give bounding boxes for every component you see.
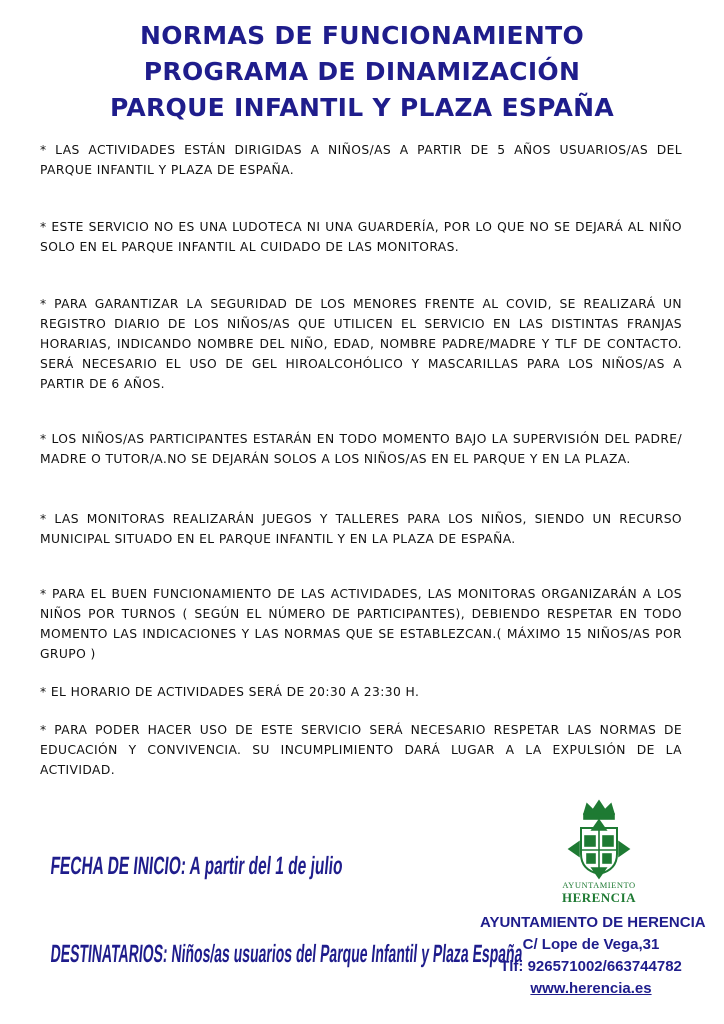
logo-caption: AYUNTAMIENTO: [562, 880, 636, 890]
rule-item: * LAS MONITORAS REALIZARÁN JUEGOS Y TALLERES PARA LOS NIÑOS, SIENDO UN RECURSO MUNICIPAL SITUADO EN EL PARQUE INFANTIL Y EN LA PLAZA DE ESPAÑA.: [40, 512, 682, 546]
contact-address: C/ Lope de Vega,31: [522, 936, 660, 953]
recipients: DESTINATARIOS: Niños/as usuarios del Parque Infantil y Plaza España: [49, 940, 524, 968]
contact-phone: Tlf: 926571002/663744782: [500, 958, 682, 975]
rule-item: * LOS NIÑOS/AS PARTICIPANTES ESTARÁN EN TODO MOMENTO BAJO LA SUPERVISIÓN DEL PADRE/ MADRE O TUTOR/A.NO SE DEJARÁN SOLOS A LOS NIÑOS/AS EN EL PARQUE Y EN LA PLAZA.: [40, 432, 682, 466]
title-line-2: PROGRAMA DE DINAMIZACIÓN: [143, 57, 581, 86]
document-title: [0, 18, 724, 126]
rule-item: * ESTE SERVICIO NO ES UNA LUDOTECA NI UNA GUARDERÍA, POR LO QUE NO SE DEJARÁ AL NIÑO SOLO EN EL PARQUE INFANTIL AL CUIDADO DE LAS MONITORAS.: [40, 220, 682, 254]
title-line-3: PARQUE INFANTIL Y PLAZA ESPAÑA: [110, 93, 614, 122]
rule-item: * PARA GARANTIZAR LA SEGURIDAD DE LOS MENORES FRENTE AL COVID, SE REALIZARÁ UN REGISTRO DIARIO DE LOS NIÑOS/AS QUE UTILICEN EL SERVICIO EN LAS DISTINTAS FRANJAS HORARIAS, INDICANDO NOMBRE DEL NIÑO, EDAD, NOMBRE PADRE/MADRE Y TLF DE CONTACTO. SERÁ NECESARIO EL USO DE GEL HIROALCOHÓLICO Y MASCARILLAS PARA LOS NIÑOS/AS A PARTIR DE 6 AÑOS.: [40, 297, 682, 391]
contact-name: AYUNTAMIENTO DE HERENCIA: [480, 914, 706, 931]
title-line-1: NORMAS DE FUNCIONAMIENTO: [139, 21, 585, 50]
rule-item: * EL HORARIO DE ACTIVIDADES SERÁ DE 20:30 A 23:30 H.: [40, 685, 420, 699]
start-date: FECHA DE INICIO: A partir del 1 de julio: [49, 852, 344, 880]
logo-name: HERENCIA: [561, 890, 637, 905]
rule-item: * PARA PODER HACER USO DE ESTE SERVICIO SERÁ NECESARIO RESPETAR LAS NORMAS DE EDUCACIÓN Y CONVIVENCIA. SU INCUMPLIMIENTO DARÁ LUGAR A LA EXPULSIÓN DE LA ACTIVIDAD.: [40, 723, 682, 777]
rule-item: * PARA EL BUEN FUNCIONAMIENTO DE LAS ACTIVIDADES, LAS MONITORAS ORGANIZARÁN A LOS NIÑOS POR TURNOS ( SEGÚN EL NÚMERO DE PARTICIPANTES), DEBIENDO RESPETAR EN TODO MOMENTO LAS INDICACIONES Y LAS NORMAS QUE SE ESTABLEZCAN.( MÁXIMO 15 NIÑOS/AS POR GRUPO ): [40, 587, 682, 661]
rule-item: * LAS ACTIVIDADES ESTÁN DIRIGIDAS A NIÑOS/AS A PARTIR DE 5 AÑOS USUARIOS/AS DEL PARQUE INFANTIL Y PLAZA DE ESPAÑA.: [40, 143, 682, 177]
contact-block: [480, 912, 706, 1000]
website-link[interactable]: www.herencia.es: [530, 980, 652, 997]
